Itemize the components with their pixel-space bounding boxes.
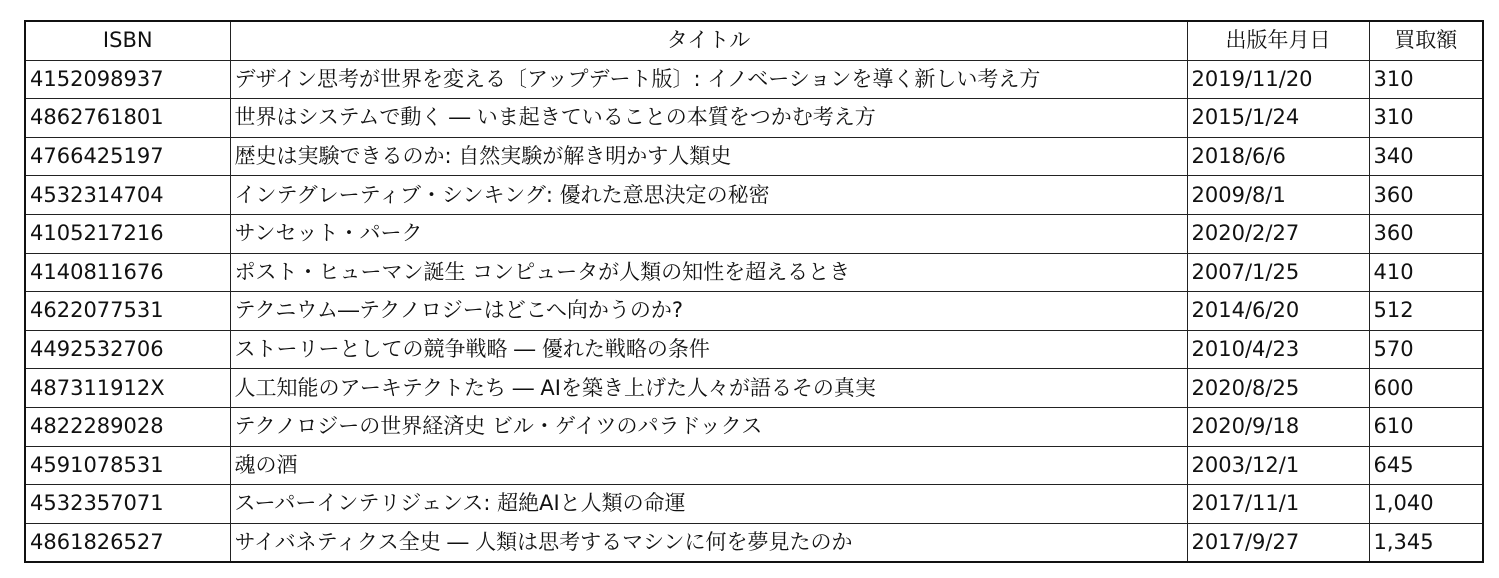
cell-date: 2020/9/18 <box>1187 407 1369 446</box>
table-row <box>25 60 1483 99</box>
cell-price: 310 <box>1369 60 1483 99</box>
header-publish-date: 出版年月日 <box>1187 21 1369 60</box>
table-row <box>25 292 1483 331</box>
cell-price: 360 <box>1369 176 1483 215</box>
cell-price: 570 <box>1369 330 1483 369</box>
table-row <box>25 446 1483 485</box>
cell-date: 2009/8/1 <box>1187 176 1369 215</box>
cell-title: サイバネティクス全史 ― 人類は思考するマシンに何を夢見たのか <box>230 523 1187 562</box>
header-row <box>25 21 1483 60</box>
table-row <box>25 330 1483 369</box>
cell-date: 2015/1/24 <box>1187 99 1369 138</box>
table-row <box>25 523 1483 562</box>
cell-price: 645 <box>1369 446 1483 485</box>
header-isbn: ISBN <box>25 21 230 60</box>
cell-price: 310 <box>1369 99 1483 138</box>
cell-isbn: 4140811676 <box>25 253 230 292</box>
cell-title: 人工知能のアーキテクトたち ― AIを築き上げた人々が語るその真実 <box>230 369 1187 408</box>
cell-isbn: 4105217216 <box>25 214 230 253</box>
cell-price: 512 <box>1369 292 1483 331</box>
header-title: タイトル <box>230 21 1187 60</box>
book-table <box>24 20 1484 563</box>
cell-title: テクニウム―テクノロジーはどこへ向かうのか? <box>230 292 1187 331</box>
cell-title: 魂の酒 <box>230 446 1187 485</box>
table-row <box>25 214 1483 253</box>
cell-isbn: 4532314704 <box>25 176 230 215</box>
cell-date: 2019/11/20 <box>1187 60 1369 99</box>
cell-isbn: 4822289028 <box>25 407 230 446</box>
cell-isbn: 4591078531 <box>25 446 230 485</box>
cell-title: 世界はシステムで動く ― いま起きていることの本質をつかむ考え方 <box>230 99 1187 138</box>
cell-date: 2018/6/6 <box>1187 137 1369 176</box>
cell-price: 340 <box>1369 137 1483 176</box>
cell-isbn: 4152098937 <box>25 60 230 99</box>
cell-isbn: 4862761801 <box>25 99 230 138</box>
cell-date: 2020/2/27 <box>1187 214 1369 253</box>
cell-isbn: 4766425197 <box>25 137 230 176</box>
cell-title: テクノロジーの世界経済史 ビル・ゲイツのパラドックス <box>230 407 1187 446</box>
cell-isbn: 4861826527 <box>25 523 230 562</box>
cell-price: 1,040 <box>1369 485 1483 524</box>
table-row <box>25 137 1483 176</box>
table-row <box>25 407 1483 446</box>
table-row <box>25 99 1483 138</box>
cell-title: スーパーインテリジェンス: 超絶AIと人類の命運 <box>230 485 1187 524</box>
cell-date: 2007/1/25 <box>1187 253 1369 292</box>
cell-isbn: 487311912X <box>25 369 230 408</box>
cell-isbn: 4492532706 <box>25 330 230 369</box>
cell-title: 歴史は実験できるのか: 自然実験が解き明かす人類史 <box>230 137 1187 176</box>
cell-date: 2003/12/1 <box>1187 446 1369 485</box>
table-row <box>25 369 1483 408</box>
cell-date: 2014/6/20 <box>1187 292 1369 331</box>
cell-price: 1,345 <box>1369 523 1483 562</box>
cell-price: 610 <box>1369 407 1483 446</box>
cell-date: 2017/9/27 <box>1187 523 1369 562</box>
cell-title: サンセット・パーク <box>230 214 1187 253</box>
table-row <box>25 176 1483 215</box>
book-buyback-sheet <box>24 20 1484 563</box>
cell-price: 600 <box>1369 369 1483 408</box>
cell-title: ストーリーとしての競争戦略 ― 優れた戦略の条件 <box>230 330 1187 369</box>
cell-price: 410 <box>1369 253 1483 292</box>
cell-date: 2020/8/25 <box>1187 369 1369 408</box>
cell-isbn: 4532357071 <box>25 485 230 524</box>
cell-title: インテグレーティブ・シンキング: 優れた意思決定の秘密 <box>230 176 1187 215</box>
header-buyback-price: 買取額 <box>1369 21 1483 60</box>
cell-isbn: 4622077531 <box>25 292 230 331</box>
cell-title: ポスト・ヒューマン誕生 コンピュータが人類の知性を超えるとき <box>230 253 1187 292</box>
table-row <box>25 253 1483 292</box>
cell-date: 2017/11/1 <box>1187 485 1369 524</box>
cell-date: 2010/4/23 <box>1187 330 1369 369</box>
table-row <box>25 485 1483 524</box>
cell-price: 360 <box>1369 214 1483 253</box>
cell-title: デザイン思考が世界を変える〔アップデート版〕: イノベーションを導く新しい考え方 <box>230 60 1187 99</box>
